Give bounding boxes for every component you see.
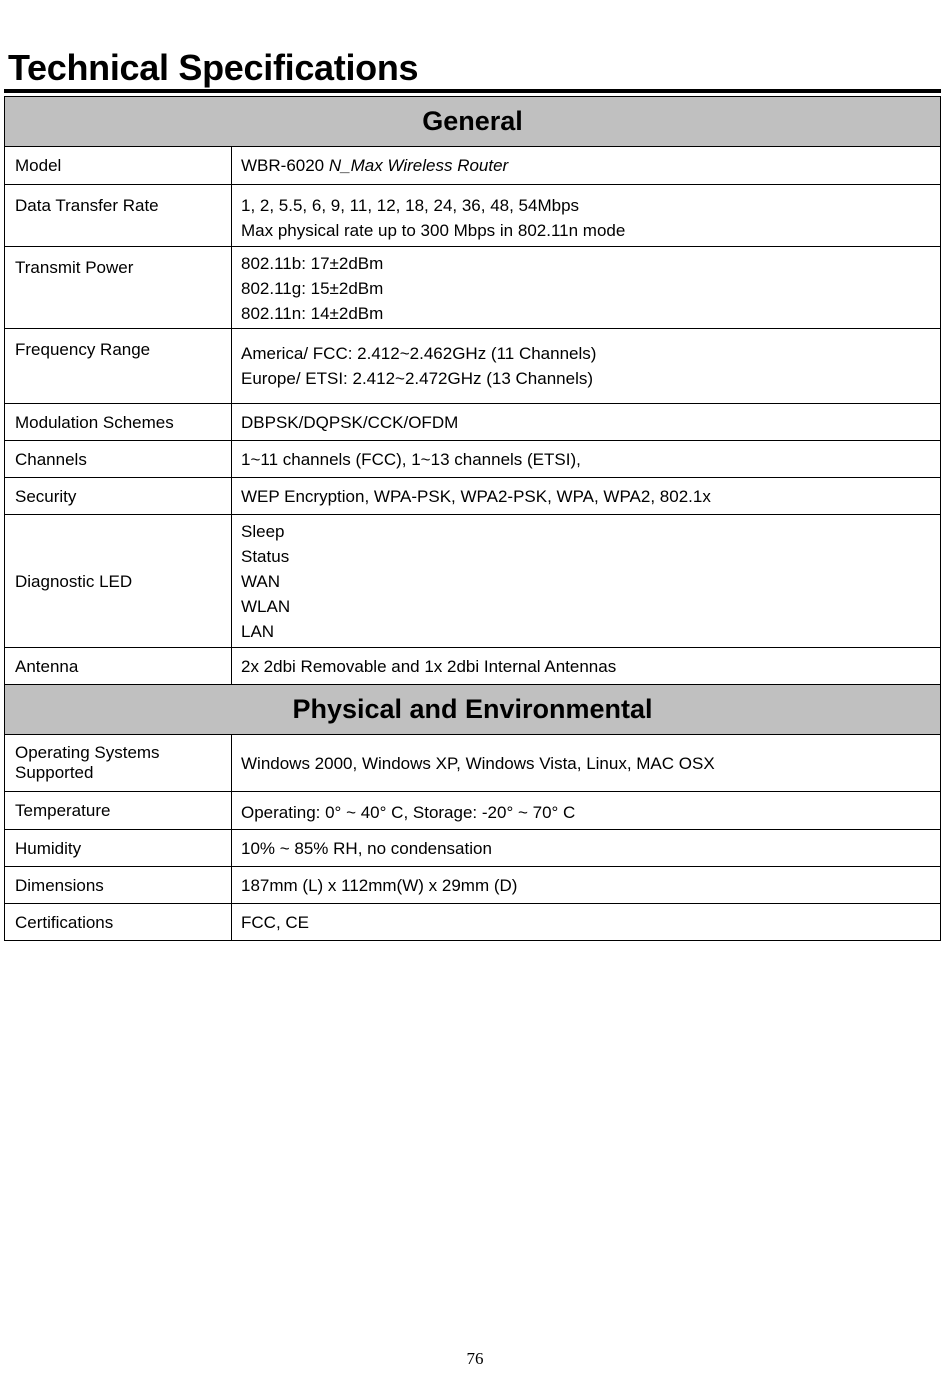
spec-label: Channels (5, 441, 232, 478)
value-line: Sleep (241, 521, 285, 541)
spec-label: Model (5, 147, 232, 185)
model-number: WBR-6020 (241, 156, 329, 175)
section-header-general (5, 97, 941, 147)
value-line: 802.11b: 17±2dBm (241, 254, 384, 273)
table-row-humidity (5, 830, 941, 867)
page-title: Technical Specifications (8, 47, 419, 88)
value-line: LAN (241, 621, 275, 641)
spec-label: Security (5, 478, 232, 515)
spec-value: 2x 2dbi Removable and 1x 2dbi Internal Antennas (232, 648, 941, 685)
value-line: WAN (241, 571, 281, 591)
value-line: Europe/ ETSI: 2.412~2.472GHz (13 Channels) (241, 369, 594, 388)
spec-value (232, 515, 941, 648)
spec-label: Temperature (5, 792, 232, 830)
spec-value (232, 329, 941, 404)
value-line: Status (241, 546, 290, 566)
spec-value: 1~11 channels (FCC), 1~13 channels (ETSI), (232, 441, 941, 478)
spec-label: Antenna (5, 648, 232, 685)
spec-value: WEP Encryption, WPA-PSK, WPA2-PSK, WPA, WPA2, 802.1x (232, 478, 941, 515)
spec-value: 187mm (L) x 112mm(W) x 29mm (D) (232, 867, 941, 904)
value-line: America/ FCC: 2.412~2.462GHz (11 Channels) (241, 344, 597, 363)
spec-label: Certifications (5, 904, 232, 941)
value-line: Max physical rate up to 300 Mbps in 802.11n mode (241, 221, 626, 240)
spec-label: Data Transfer Rate (5, 185, 232, 247)
spec-label: Transmit Power (5, 247, 232, 329)
spec-label (5, 735, 232, 792)
table-row-security (5, 478, 941, 515)
spec-label: Diagnostic LED (5, 515, 232, 648)
spec-value (232, 185, 941, 247)
spec-value: Operating: 0° ~ 40° C, Storage: -20° ~ 70° C (232, 792, 941, 830)
value-line: 802.11n: 14±2dBm (241, 304, 384, 323)
spec-value: Windows 2000, Windows XP, Windows Vista, Linux, MAC OSX (232, 735, 941, 792)
value-line: WLAN (241, 596, 291, 616)
table-row-operating-systems (5, 735, 941, 792)
spec-label: Frequency Range (5, 329, 232, 404)
spec-value: 10% ~ 85% RH, no condensation (232, 830, 941, 867)
section-heading: Physical and Environmental (5, 685, 941, 735)
table-row-antenna (5, 648, 941, 685)
table-row-modulation-schemes (5, 404, 941, 441)
section-header-physical (5, 685, 941, 735)
label-line: Supported (15, 763, 94, 782)
page-number: 76 (466, 1349, 484, 1368)
table-row-model (5, 147, 941, 185)
spec-value (232, 147, 941, 185)
spec-value: DBPSK/DQPSK/CCK/OFDM (232, 404, 941, 441)
table-row-dimensions (5, 867, 941, 904)
title-divider (4, 89, 941, 93)
table-row-frequency-range (5, 329, 941, 404)
spec-label: Modulation Schemes (5, 404, 232, 441)
table-row-diagnostic-led (5, 515, 941, 648)
table-row-certifications (5, 904, 941, 941)
spec-value: FCC, CE (232, 904, 941, 941)
spec-label: Dimensions (5, 867, 232, 904)
table-row-channels (5, 441, 941, 478)
table-row-temperature (5, 792, 941, 830)
section-heading: General (5, 97, 941, 147)
table-row-transmit-power (5, 247, 941, 329)
model-name: N_Max Wireless Router (328, 156, 509, 175)
table-row-data-transfer-rate (5, 185, 941, 247)
value-line: 802.11g: 15±2dBm (241, 279, 384, 298)
value-line: 1, 2, 5.5, 6, 9, 11, 12, 18, 24, 36, 48, 54Mbps (241, 196, 580, 215)
spec-label: Humidity (5, 830, 232, 867)
spec-value (232, 247, 941, 329)
specifications-table (4, 96, 941, 941)
label-line: Operating Systems (15, 743, 160, 762)
